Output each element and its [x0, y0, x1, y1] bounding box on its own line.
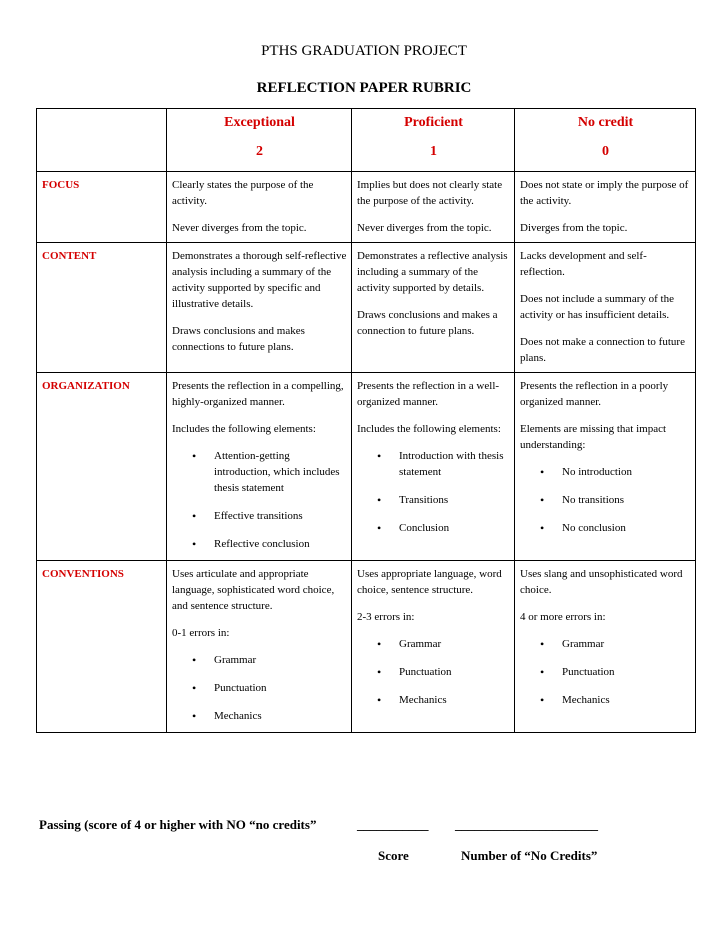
list-item: • No transitions [562, 492, 691, 508]
descriptor: Includes the following elements: [357, 423, 501, 435]
descriptor: Implies but does not clearly state the purpose of the activity. [357, 179, 503, 207]
content-exceptional-cell [167, 243, 352, 373]
header-row [37, 109, 696, 172]
descriptor: Draws conclusions and makes connections to future plans. [172, 325, 305, 353]
level-nocredit-header [515, 109, 696, 172]
list-item: • Grammar [562, 636, 691, 652]
row-content [37, 243, 696, 373]
descriptor: Does not include a summary of the activity or has insufficient details. [520, 293, 674, 321]
document-subtitle: REFLECTION PAPER RUBRIC [256, 80, 472, 96]
criterion-conventions: CONVENTIONS [37, 561, 167, 733]
content-proficient-cell [352, 243, 515, 373]
organization-exceptional-cell [167, 373, 352, 561]
element-list [520, 636, 691, 708]
descriptor: Never diverges from the topic. [357, 222, 492, 234]
element-list [357, 636, 510, 708]
document-title: PTHS GRADUATION PROJECT [261, 43, 467, 59]
level-points: 0 [602, 144, 609, 159]
descriptor: Does not make a connection to future plans. [520, 336, 685, 364]
focus-exceptional-cell [167, 172, 352, 243]
list-item: • Mechanics [399, 692, 510, 708]
descriptor: Uses appropriate language, word choice, sentence structure. [357, 568, 502, 596]
nocredits-blank-line: ______________________ [455, 817, 598, 832]
row-focus [37, 172, 696, 243]
descriptor: Diverges from the topic. [520, 222, 628, 234]
element-list [357, 448, 510, 536]
list-item: • Reflective conclusion [214, 536, 347, 552]
level-name: Proficient [404, 115, 463, 130]
descriptor: Does not state or imply the purpose of the activity. [520, 179, 689, 207]
descriptor: Clearly states the purpose of the activity. [172, 179, 314, 207]
descriptor: Includes the following elements: [172, 423, 316, 435]
list-item: • Punctuation [399, 664, 510, 680]
descriptor: Elements are missing that impact understanding: [520, 423, 667, 451]
content-nocredit-cell [515, 243, 696, 373]
list-item: • No introduction [562, 464, 691, 480]
header-empty-cell [37, 109, 167, 172]
level-exceptional-header [167, 109, 352, 172]
descriptor: Presents the reflection in a well-organized manner. [357, 380, 500, 408]
level-points: 1 [430, 144, 437, 159]
descriptor: Presents the reflection in a poorly organized manner. [520, 380, 669, 408]
criterion-organization: ORGANIZATION [37, 373, 167, 561]
list-item: • Transitions [399, 492, 510, 508]
descriptor: 4 or more errors in: [520, 611, 606, 623]
descriptor: Demonstrates a thorough self-reflective analysis including a summary of the activity supported by specific and illustrative details. [172, 250, 347, 310]
descriptor: Lacks development and self-reflection. [520, 250, 647, 278]
level-points: 2 [256, 144, 263, 159]
descriptor: Uses articulate and appropriate language, sophisticated word choice, and sentence structure. [172, 568, 335, 612]
list-item: • Mechanics [214, 708, 347, 724]
organization-proficient-cell [352, 373, 515, 561]
passing-criteria: Passing (score of 4 or higher with NO “no credits” [39, 817, 317, 832]
nocredits-label: Number of “No Credits” [461, 848, 598, 863]
list-item: • Grammar [399, 636, 510, 652]
descriptor: Demonstrates a reflective analysis including a summary of the activity supported by details. [357, 250, 508, 294]
row-organization [37, 373, 696, 561]
descriptor: Never diverges from the topic. [172, 222, 307, 234]
element-list [520, 464, 691, 536]
criterion-content: CONTENT [37, 243, 167, 373]
level-name: Exceptional [224, 115, 295, 130]
criterion-focus: FOCUS [37, 172, 167, 243]
focus-proficient-cell [352, 172, 515, 243]
score-blank-line: ___________ [357, 817, 429, 832]
conventions-exceptional-cell [167, 561, 352, 733]
row-conventions [37, 561, 696, 733]
conventions-proficient-cell [352, 561, 515, 733]
conventions-nocredit-cell [515, 561, 696, 733]
list-item: • Attention-getting introduction, which includes thesis statement [214, 448, 347, 496]
list-item: • Grammar [214, 652, 347, 668]
element-list [172, 652, 347, 724]
list-item: • Mechanics [562, 692, 691, 708]
descriptor: 2-3 errors in: [357, 611, 415, 623]
rubric-table [36, 108, 696, 733]
descriptor: Presents the reflection in a compelling, highly-organized manner. [172, 380, 344, 408]
level-proficient-header [352, 109, 515, 172]
organization-nocredit-cell [515, 373, 696, 561]
descriptor: Draws conclusions and makes a connection to future plans. [357, 309, 498, 337]
list-item: • No conclusion [562, 520, 691, 536]
level-name: No credit [577, 115, 634, 130]
list-item: • Punctuation [214, 680, 347, 696]
list-item: • Conclusion [399, 520, 510, 536]
score-label: Score [378, 848, 409, 863]
list-item: • Introduction with thesis statement [399, 448, 510, 480]
descriptor: 0-1 errors in: [172, 627, 230, 639]
descriptor: Uses slang and unsophisticated word choice. [520, 568, 683, 596]
element-list [172, 448, 347, 552]
list-item: • Punctuation [562, 664, 691, 680]
focus-nocredit-cell [515, 172, 696, 243]
list-item: • Effective transitions [214, 508, 347, 524]
